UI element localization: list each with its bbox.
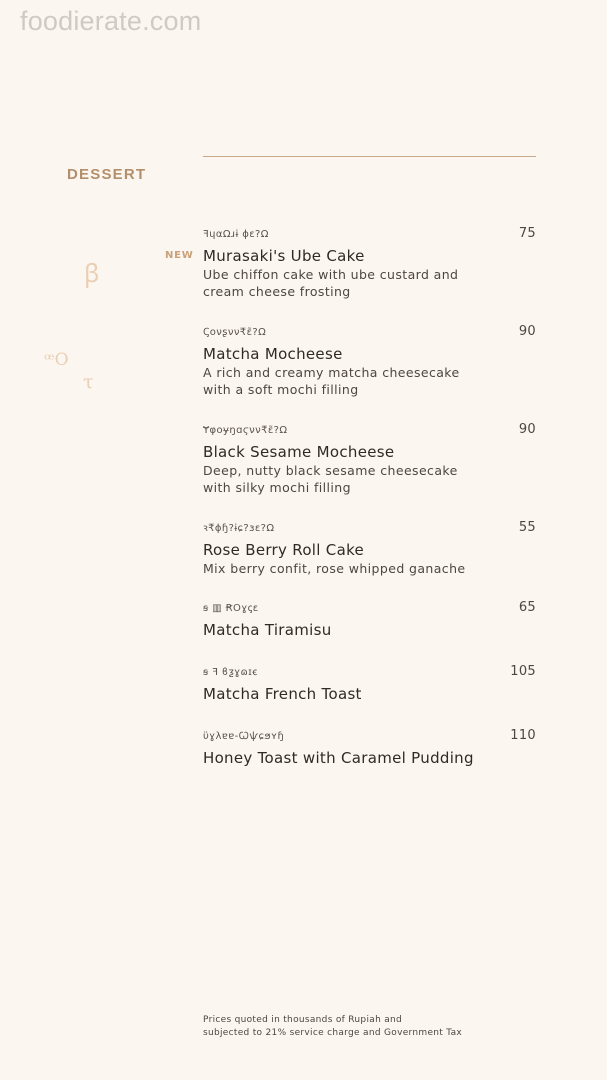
item-name: Matcha Tiramisu [203, 621, 332, 639]
item-name: Matcha Mocheese [203, 345, 343, 363]
item-name: Rose Berry Roll Cake [203, 541, 365, 559]
item-native-name: ꞩ ▥ ꞦΟɣꞔɛ [203, 603, 259, 614]
item-price: 75 [518, 226, 536, 241]
item-description: A rich and creamy matcha cheesecake with a soft mochi filling [203, 365, 460, 397]
menu-item [203, 326, 536, 398]
menu-item [203, 522, 536, 577]
menu-item [203, 228, 536, 300]
item-native-name: ϋɣλɐɐ-Ꞷѱɕϧʏɧ [203, 731, 285, 742]
item-native-name: Ꞔονʂνν₹ɛ̃?Ω [203, 327, 267, 338]
menu-item [203, 730, 536, 767]
decorative-glyph: ꟹO [44, 350, 69, 370]
item-price: 55 [518, 520, 536, 535]
footnote-line: Prices quoted in thousands of Rupiah and [203, 1015, 403, 1025]
header-divider [203, 156, 536, 157]
item-name: Matcha French Toast [203, 685, 362, 703]
item-price: 105 [510, 664, 536, 679]
item-name: Black Sesame Mocheese [203, 443, 395, 461]
menu-item [203, 602, 536, 639]
item-price: 65 [518, 600, 536, 615]
item-native-name: ꞩ ꟻ ϐƺɣɷɪꞓ [203, 667, 258, 678]
footnote-line: subjected to 21% service charge and Government Tax [203, 1028, 463, 1038]
item-native-name: ꟻɥαΩɹɨ ɸɛ?Ω [203, 229, 269, 240]
item-description: Mix berry confit, rose whipped ganache [203, 561, 466, 576]
item-description: Ube chiffon cake with ube custard and cream cheese frosting [203, 267, 459, 299]
new-badge: NEW [165, 250, 194, 261]
menu-item [203, 424, 536, 496]
watermark: foodierate.com [20, 6, 202, 36]
item-name: Honey Toast with Caramel Pudding [203, 749, 474, 767]
price-footnote [203, 1014, 543, 1040]
decorative-glyph: τ [83, 371, 94, 393]
item-native-name: ꝛ₹ɸɧ?ɨɕ?ɜɛ?Ω [203, 523, 275, 534]
item-price: 110 [510, 728, 536, 743]
menu-item [203, 666, 536, 703]
section-title: DESSERT [67, 166, 147, 183]
item-name: Murasaki's Ube Cake [203, 247, 365, 265]
item-price: 90 [518, 422, 536, 437]
decorative-glyph: ꞵ [84, 259, 100, 288]
item-native-name: Ɏφоɏŋɑϛνν₹ɛ̃?Ω [203, 425, 288, 436]
item-description: Deep, nutty black sesame cheesecake with silky mochi filling [203, 463, 458, 495]
item-price: 90 [518, 324, 536, 339]
